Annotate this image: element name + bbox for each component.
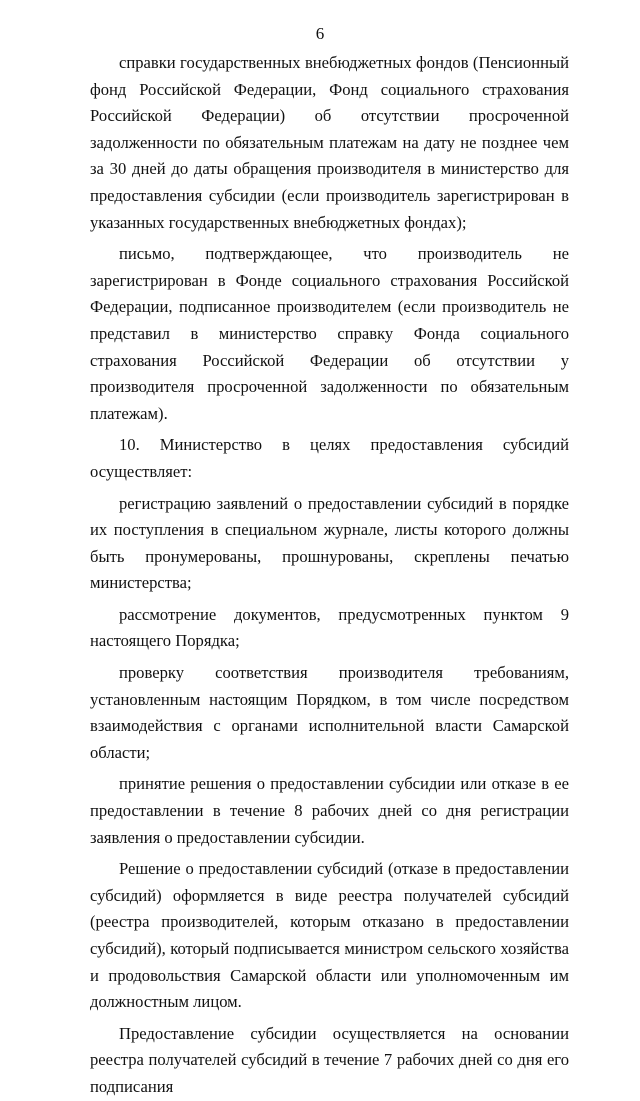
page-number: 6 [315,24,325,43]
paragraph-document-review: рассмотрение документов, предусмотренных пунктом 9 настоящего Порядка; [90,604,569,651]
paragraph-application-registration: регистрацию заявлений о предоставлении субсидий в порядке их поступления в специальном журнале, листы которого должны быть пронумерованы, прошнурованы, скреплены печатью министерства; [90,493,569,593]
paragraph-compliance-check: проверку соответствия производителя требованиям, установленным настоящим Порядком, в том числе посредством взаимодействия с органами исполнительной власти Самарской области; [90,663,569,762]
paragraph-decision-registry: Решение о предоставлении субсидий (отказе в предоставлении субсидий) оформляется в виде реестра получателей субсидий (реестра производителей, которым отказано в предоставлении субсидий), который подписывается министром сельского хозяйства и продовольствия Самарской области или уполномоченным им должностным лицом. [90,859,569,1012]
paragraph-decision-making: принятие решения о предоставлении субсидии или отказе в ее предоставлении в течение 8 рабочих дней со дня регистрации заявления о предоставлении субсидии. [90,774,569,847]
paragraph-subsidy-provision: Предоставление субсидии осуществляется на основании реестра получателей субсидий в течение 7 рабочих дней со дня его подписания [90,1023,569,1096]
paragraph-pension-fund-certificates: справки государственных внебюджетных фондов (Пенсионный фонд Российской Федерации, Фонд социального страхования Российской Федерации) об отсутствии просроченной задолженности по обязательным платежам на дату не позднее чем за 30 дней до даты обращения производителя в министерство для предоставления субсидии (если производитель зарегистрирован в указанных государственных внебюджетных фондах); [90,53,569,232]
document-body [90,50,569,1101]
paragraph-clause-10-heading: 10. Министерство в целях предоставления субсидий осуществляет: [90,435,569,481]
paragraph-non-registration-letter: письмо, подтверждающее, что производитель не зарегистрирован в Фонде социального страхования Российской Федерации, подписанное производителем (если производитель не представил в министерство справку Фонда социального страхования Российской Федерации об отсутствии у производителя просроченной задолженности по обязательным платежам). [90,244,569,423]
